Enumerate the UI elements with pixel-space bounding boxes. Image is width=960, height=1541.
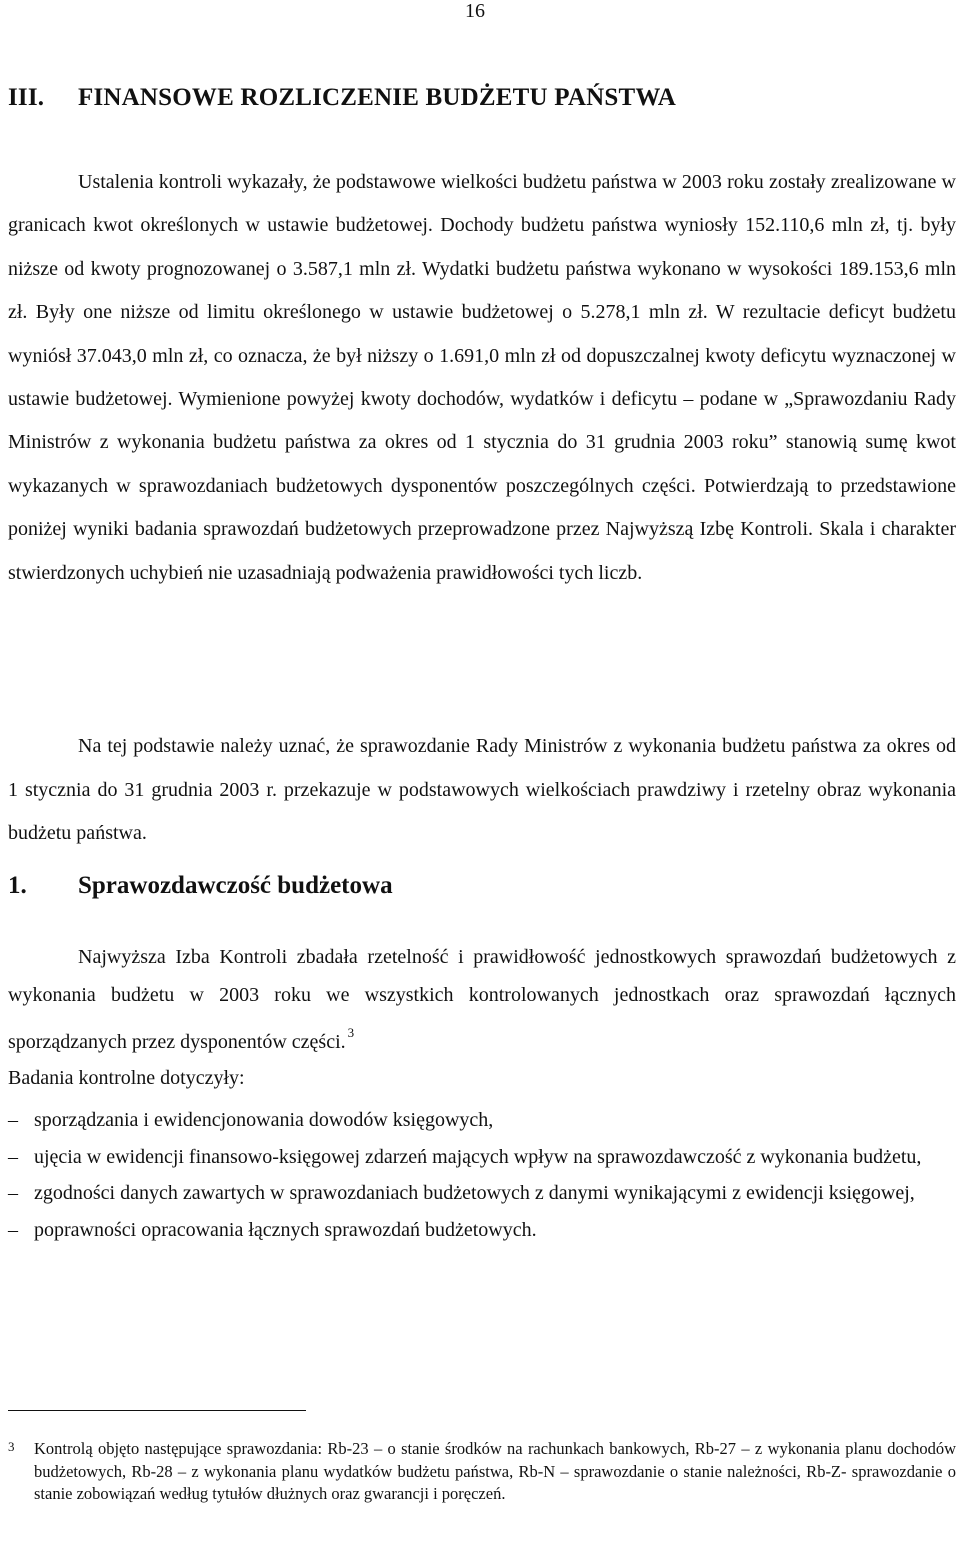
- list-item-text: sporządzania i ewidencjonowania dowodów księgowych,: [34, 1109, 494, 1131]
- subsection-number: 1.: [8, 872, 27, 899]
- paragraph-conclusion: Na tej podstawie należy uznać, że sprawozdanie Rady Ministrów z wykonania budżetu państwa za okres od 1 stycznia do 31 grudnia 2003 r. przekazuje w podstawowych wielkościach prawdziwy i rzetelny obraz wykonania budżetu państwa.: [8, 735, 956, 844]
- list-item: [8, 1212, 956, 1249]
- subsection-title: Sprawozdawczość budżetowa: [78, 872, 393, 899]
- list-item-text: zgodności danych zawartych w sprawozdaniach budżetowych z danymi wynikającymi z ewidencji księgowej,: [34, 1182, 915, 1204]
- section-number: III.: [8, 84, 45, 111]
- footnote-separator: [8, 1410, 306, 1411]
- page-number: 16: [465, 0, 485, 22]
- footnote-reference[interactable]: 3: [347, 1025, 355, 1040]
- list-item-text: poprawności opracowania łącznych sprawozdań budżetowych.: [34, 1218, 537, 1241]
- list-item: [8, 1102, 956, 1139]
- subsection-heading: [8, 872, 393, 900]
- footnote: [8, 1438, 956, 1506]
- section-title: FINANSOWE ROZLICZENIE BUDŻETU PAŃSTWA: [78, 84, 677, 111]
- list-item: [8, 1175, 956, 1212]
- footnote-text: Kontrolą objęto następujące sprawozdania: Rb-23 – o stanie środków na rachunkach bankowych, Rb-27 – z wykonania planu dochodów budżetowych, Rb-28 – z wykonania planu wydatków budżetu państwa, Rb-N – sprawozdanie o stanie należności, Rb-Z- sprawozdanie o stanie zobowiązań według tytułów dłużnych oraz gwarancji i poręczeń.: [34, 1439, 956, 1504]
- section-heading: [8, 84, 676, 112]
- audit-scope-list: [8, 1102, 956, 1248]
- list-intro: Badania kontrolne dotyczyły:: [8, 1067, 245, 1089]
- dash-bullet: –: [8, 1109, 18, 1131]
- paragraph-reporting-text: Najwyższa Izba Kontroli zbadała rzetelność i prawidłowość jednostkowych sprawozdań budżetowych z wykonania budżetu w 2003 roku we wszystkich kontrolowanych jednostkach oraz sprawozdań łącznych sporządzanych przez dysponentów części.: [8, 946, 956, 1053]
- list-item-text: ujęcia w ewidencji finansowo-księgowej zdarzeń mających wpływ na sprawozdawczość z wykonania budżetu,: [34, 1145, 922, 1168]
- dash-bullet: –: [8, 1182, 18, 1204]
- list-item: [8, 1139, 956, 1176]
- footnote-mark: 3: [8, 1439, 15, 1454]
- dash-bullet: –: [8, 1145, 18, 1168]
- dash-bullet: –: [8, 1218, 18, 1241]
- paragraph-reporting: [8, 938, 956, 1061]
- paragraph-budget-summary: Ustalenia kontroli wykazały, że podstawowe wielkości budżetu państwa w 2003 roku zostały zrealizowane w granicach kwot określonych w ustawie budżetowej. Dochody budżetu państwa wyniosły 152.110,6 mln zł, tj. były niższe od kwoty prognozowanej o 3.587,1 mln zł. Wydatki budżetu państwa wykonano w wysokości 189.153,6 mln zł. Były one niższe od limitu określonego w ustawie budżetowej o 5.278,1 mln zł. W rezultacie deficyt budżetu wyniósł 37.043,0 mln zł, co oznacza, że był niższy o 1.691,0 mln zł od dopuszczalnej kwoty deficytu wyznaczonej w ustawie budżetowej. Wymienione powyżej kwoty dochodów, wydatków i deficytu – podane w „Sprawozdaniu Rady Ministrów z wykonania budżetu państwa za okres od 1 stycznia do 31 grudnia 2003 roku” stanowią sumę kwot wykazanych w sprawozdaniach budżetowych dysponentów poszczególnych części. Potwierdzają to przedstawione poniżej wyniki badania sprawozdań budżetowych przeprowadzone przez Najwyższą Izbę Kontroli. Skala i charakter stwierdzonych uchybień nie uzasadniają podważenia prawidłowości tych liczb.: [8, 171, 956, 584]
